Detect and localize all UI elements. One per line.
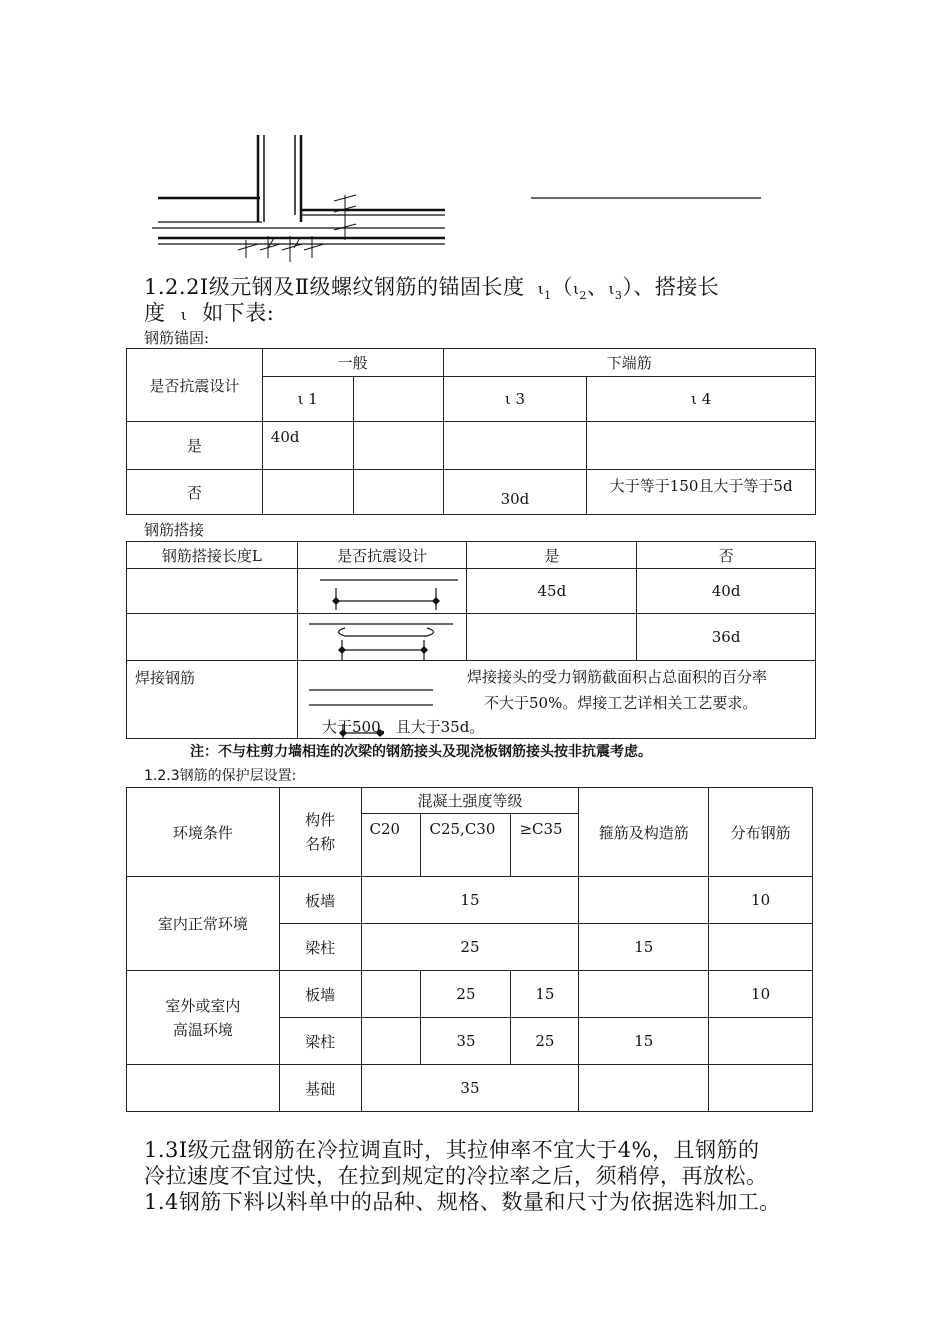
cover-h-env: 环境条件 [127,788,280,877]
cover-h-c20: C20 [361,814,421,877]
cover-env-outdoor [127,971,280,1065]
cover-in-beam: 25 [361,924,579,971]
section-122-tail: ）、搭接长 [622,275,720,299]
lap-r1-no: 40d [637,569,816,614]
cover-found-stir [579,1065,709,1112]
cover-caption: 1.2.3钢筋的保护层设置: [144,768,297,784]
lap-r1-yes: 45d [467,569,637,614]
cover-out-beam-stir: 15 [579,1018,709,1065]
anchor-no-l4: 大于等于150且大于等于5d [587,470,816,515]
weld-text-1: 焊接接头的受力钢筋截面积占总面积的百分率 [467,668,768,686]
l-symbol: ι [180,306,188,324]
cover-found-dist [709,1065,813,1112]
cover-in-slab-stir [579,877,709,924]
anchor-group-bottom: 下端筋 [443,349,815,377]
section-122-prefix: 1.2.2Ⅰ级元钢及Ⅱ级螺纹钢筋的锚固长度 [144,275,525,299]
lap-h-yes: 是 [467,542,637,569]
anchor-row-no: 否 [127,470,263,515]
cover-env-outdoor-1: 室外或室内 [165,996,241,1015]
l3-symbol: ι [608,280,615,298]
cover-in-beam-dist [709,924,813,971]
cover-env-indoor: 室内正常环境 [127,877,280,971]
cover-m-slab-in: 板墙 [279,877,361,924]
l1-sub: 1 [544,289,552,303]
l3-sub: 3 [614,289,623,303]
section-13-line1: 1.3Ⅰ级元盘钢筋在冷拉调直时，其拉伸率不宜大于4%，且钢筋的 [144,1138,760,1162]
cover-h-c25: C25,C30 [421,814,511,877]
anchor-yes-l1: 40d [262,422,353,470]
cover-m-slab-out: 板墙 [279,971,361,1018]
cover-env-outdoor-2: 高温环境 [172,1020,233,1039]
anchor-col-l3: ι 3 [443,377,587,422]
cover-h-dist: 分布钢筋 [709,788,813,877]
section-122-line2-a: 度 [144,301,166,325]
paren-open: （ [551,275,574,299]
section-13-line2: 冷拉速度不宜过快，在拉到规定的冷拉率之后，须稍停，再放松。 [144,1164,768,1188]
lap-weld-label: 焊接钢筋 [127,661,298,739]
lap-r2-no: 36d [637,614,816,661]
anchor-caption: 钢筋锚固: [144,329,210,347]
lap-caption: 钢筋搭接 [144,521,205,539]
cover-env-found [127,1065,280,1112]
cover-h-member [279,788,361,877]
section-14-line1: 1.4钢筋下料以料单中的品种、规格、数量和尺寸为依据选料加工。 [144,1190,781,1214]
anchor-no-l3: 30d [443,470,587,515]
cover-out-slab-c35: 15 [511,971,579,1018]
cover-h-stirrup: 箍筋及构造筋 [579,788,709,877]
weld-text-3: 大于500，且大于35d。 [322,718,485,736]
cover-out-beam-c20 [361,1018,421,1065]
cover-out-slab-dist: 10 [709,971,813,1018]
cover-in-beam-stir: 15 [579,924,709,971]
cover-m-found: 基础 [279,1065,361,1112]
cover-h-member-2: 名称 [305,835,336,853]
cover-m-beam-out: 梁柱 [279,1018,361,1065]
section-122-line2-b: 如下表: [202,301,275,325]
note: 注：不与柱剪力墙相连的次梁的钢筋接头及现浇板钢筋接头按非抗震考虑。 [190,744,652,760]
l1-symbol: ι [537,280,545,298]
cover-h-concrete: 混凝土强度等级 [361,788,579,814]
cover-out-beam-c35: 25 [511,1018,579,1065]
cover-out-beam-c25: 35 [421,1018,511,1065]
cover-out-slab-c20 [361,971,421,1018]
anchor-group-general: 一般 [262,349,443,377]
l2-symbol: ι [573,280,580,298]
cover-m-beam-in: 梁柱 [279,924,361,971]
anchor-row-yes: 是 [127,422,263,470]
cover-h-member-1: 构件 [305,811,336,829]
cover-out-beam-dist [709,1018,813,1065]
cover-h-c35: ≥C35 [511,814,579,877]
cover-found: 35 [361,1065,579,1112]
cover-out-slab-c25: 25 [421,971,511,1018]
lap-h-seismic: 是否抗震设计 [297,542,467,569]
anchor-col-l1: ι 1 [262,377,353,422]
cover-out-slab-stir [579,971,709,1018]
lap-h-len: 钢筋搭接长度L [127,542,298,569]
cover-in-slab-dist: 10 [709,877,813,924]
weld-text-2: 不大于50%。焊接工艺详相关工艺要求。 [484,694,758,712]
cover-in-slab: 15 [361,877,579,924]
cover-table [126,787,813,1112]
comma: 、 [586,275,609,299]
anchor-row-header: 是否抗震设计 [127,349,263,422]
anchor-col-l4: ι 4 [587,377,816,422]
l2-sub: 2 [579,289,587,303]
lap-h-no: 否 [637,542,816,569]
